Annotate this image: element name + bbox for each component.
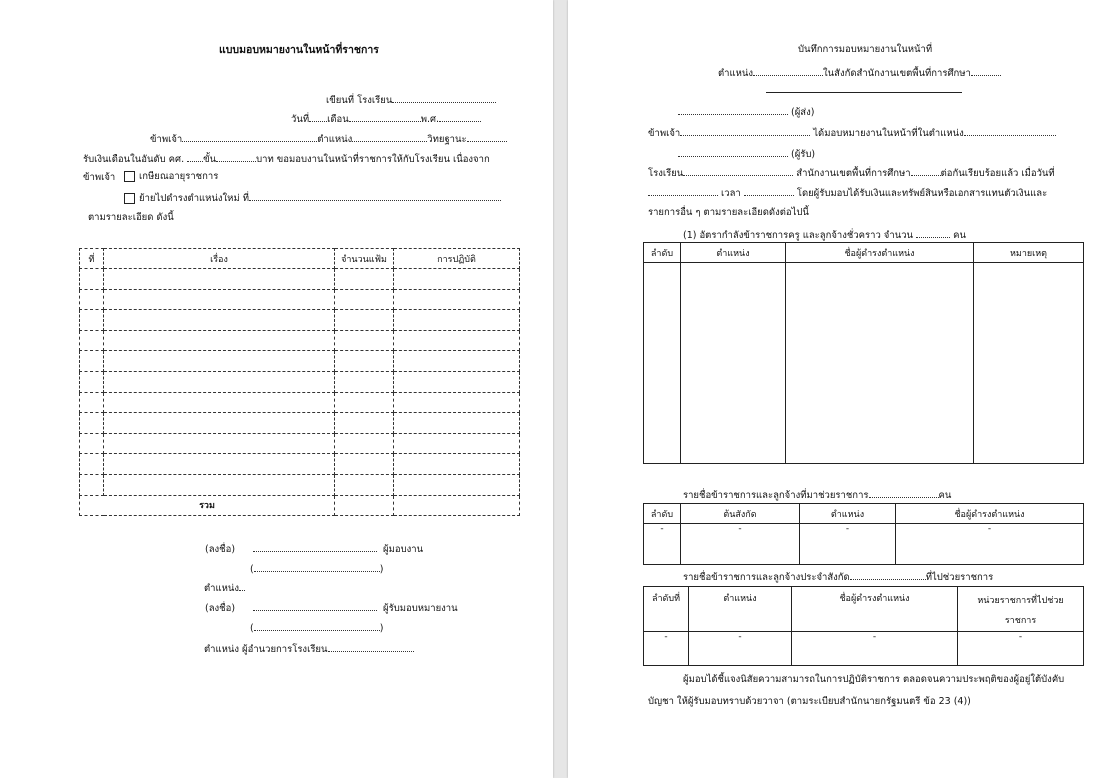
permanent-staff-table bbox=[643, 586, 1084, 666]
col-no: ที่ bbox=[80, 249, 104, 269]
written-at-line: เขียนที่ โรงเรียน bbox=[326, 93, 496, 107]
col-position: ตำแหน่ง bbox=[681, 243, 786, 263]
total-label: รวม bbox=[80, 495, 335, 515]
document-page-1 bbox=[0, 0, 553, 778]
col-order: ลำดับ bbox=[644, 243, 681, 263]
table-header-row bbox=[80, 249, 520, 269]
table-header-row: ลำดับ ต้นสังกัด ตำแหน่ง ชื่อผู้ดำรงตำแหน่ง bbox=[644, 504, 1084, 524]
col-subject: เรื่อง bbox=[104, 249, 335, 269]
page2-title: บันทึกการมอบหมายงานในหน้าที่ bbox=[798, 44, 933, 55]
move-option[interactable]: ย้ายไปดำรงตำแหน่งใหม่ ที่ bbox=[124, 191, 501, 205]
giver-signature: (ลงชื่อ) ผู้มอบงาน bbox=[205, 544, 424, 555]
staff-table bbox=[643, 242, 1084, 464]
sender-line: (ผู้ส่ง) bbox=[678, 105, 814, 119]
col-holder: ชื่อผู้ดำรงตำแหน่ง bbox=[786, 243, 974, 263]
col-remark: หมายเหตุ bbox=[974, 243, 1084, 263]
reason-label: ข้าพเจ้า bbox=[83, 172, 116, 183]
table-row bbox=[80, 310, 520, 331]
receiver-signature: (ลงชื่อ) ผู้รับมอบหมายงาน bbox=[205, 603, 458, 614]
table-total-row bbox=[80, 495, 520, 515]
table-row: - - - - bbox=[644, 632, 1084, 666]
retire-checkbox[interactable] bbox=[124, 171, 135, 182]
director-line: ตำแหน่ง ผู้อำนวยการโรงเรียน bbox=[204, 642, 414, 656]
receiver-name-paren: ( ) bbox=[250, 623, 384, 634]
helpers-line: รายชื่อข้าราชการและลูกจ้างที่มาช่วยราชการ คน bbox=[683, 490, 952, 501]
page-title: แบบมอบหมายงานในหน้าที่ราชการ bbox=[219, 44, 379, 56]
helpers-table bbox=[643, 503, 1084, 565]
other-items-line: รายการอื่น ๆ ตามรายละเอียดดังต่อไปนี้ bbox=[648, 207, 809, 218]
table-row: - - - - bbox=[644, 524, 1084, 565]
table-row bbox=[80, 269, 520, 290]
retire-option[interactable]: เกษียณอายุราชการ bbox=[124, 171, 218, 183]
closing-line-2: บัญชา ให้ผู้รับมอบทราบด้วยวาจา (ตามระเบียบสำนักนายกรัฐมนตรี ข้อ 23 (4)) bbox=[648, 696, 971, 707]
receiver-line: (ผู้รับ) bbox=[678, 147, 815, 161]
document-page-2 bbox=[568, 0, 1113, 778]
school-line: โรงเรียน สำนักงานเขตพื้นที่การศึกษา ต่อกันเรียบร้อยแล้ว เมื่อวันที่ bbox=[648, 168, 1055, 179]
date-line: วันที่ เดือน พ.ศ. bbox=[291, 112, 481, 126]
table-header-row: ลำดับที่ ตำแหน่ง ชื่อผู้ดำรงตำแหน่ง หน่วยราชการที่ไปช่วย ราชการ bbox=[644, 587, 1084, 632]
permanent-staff-line: รายชื่อข้าราชการและลูกจ้างประจำสังกัด ที่ไปช่วยราชการ bbox=[683, 572, 994, 583]
name-position-line: ข้าพเจ้า ตำแหน่ง วิทยฐานะ bbox=[150, 132, 507, 146]
time-line: เวลา โดยผู้รับมอบได้รับเงินและทรัพย์สินหรือเอกสารแทนตัวเงินและ bbox=[648, 186, 1047, 200]
table-row bbox=[80, 392, 520, 413]
table-row bbox=[80, 454, 520, 475]
table-row bbox=[644, 263, 1084, 464]
details-label: ตามรายละเอียด ดังนี้ bbox=[88, 212, 174, 223]
closing-line-1: ผู้มอบได้ชี้แจงนิสัยความสามารถในการปฏิบัติราชการ ตลอดจนความประพฤติของผู้อยู่ใต้บังคับ bbox=[683, 674, 1065, 685]
salary-line: รับเงินเดือนในอันดับ คศ. ขั้น บาท ขอมอบงานในหน้าที่ราชการให้กับโรงเรียน เนื่องจาก bbox=[83, 154, 490, 165]
table-row bbox=[80, 330, 520, 351]
table-row bbox=[80, 351, 520, 372]
item1-line: (1) อัตรากำลังข้าราชการครู และลูกจ้างชั่วคราว จำนวน คน bbox=[683, 230, 966, 241]
table-row bbox=[80, 474, 520, 495]
table-header-row bbox=[644, 243, 1084, 263]
title-rule bbox=[766, 92, 962, 93]
handover-table bbox=[79, 248, 520, 516]
page2-subtitle: ตำแหน่ง ในสังกัดสำนักงานเขตพื้นที่การศึกษา bbox=[718, 66, 1001, 80]
table-row bbox=[80, 413, 520, 434]
table-row bbox=[80, 289, 520, 310]
handover-statement: ข้าพเจ้า ได้มอบหมายงานในหน้าที่ในตำแหน่ง bbox=[648, 126, 1056, 140]
table-row bbox=[80, 433, 520, 454]
table-row bbox=[80, 371, 520, 392]
move-checkbox[interactable] bbox=[124, 193, 135, 204]
giver-position: ตำแหน่ง bbox=[204, 581, 245, 595]
giver-name-paren: ( ) bbox=[250, 564, 384, 575]
col-action: การปฏิบัติ bbox=[394, 249, 520, 269]
col-files: จำนวนแฟ้ม bbox=[335, 249, 394, 269]
